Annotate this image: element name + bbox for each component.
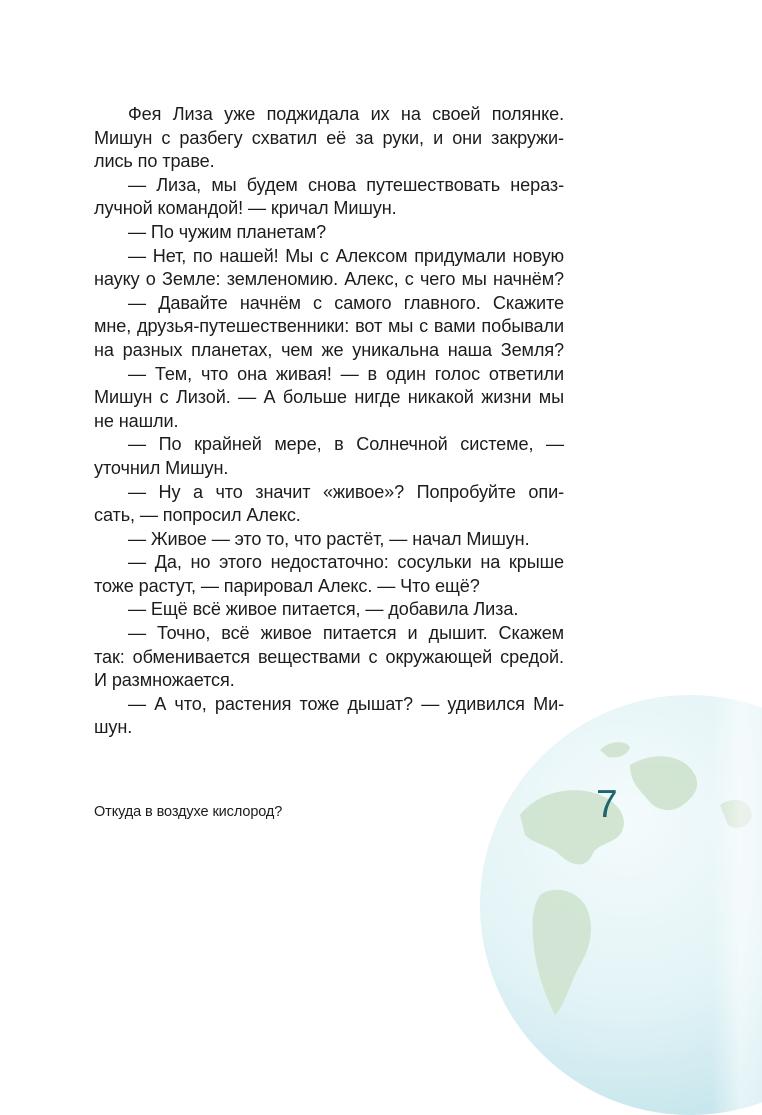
- text-line: — Давайте начнём с самого главного. Скажите: [128, 292, 564, 313]
- text-line: не нашли.: [94, 410, 179, 431]
- text-line: так: обменивается веществами с окружающей средой.: [94, 646, 564, 667]
- text-line: лись по траве.: [94, 151, 215, 172]
- text-line: И размножается.: [94, 670, 235, 691]
- text-line: — Лиза, мы будем снова путешествовать нераз-: [128, 174, 564, 195]
- text-line: Фея Лиза уже поджидала их на своей полянке.: [128, 104, 564, 124]
- text-line: тоже растут, — парировал Алекс. — Что ещё?: [94, 575, 480, 596]
- text-line: — Живое — это то, что растёт, — начал Мишун.: [128, 528, 530, 549]
- earth-globe-icon: [480, 695, 762, 1115]
- text-line: — По крайней мере, в Солнечной системе, —: [128, 434, 564, 455]
- text-line: — Да, но этого недостаточно: сосульки на крыше: [128, 552, 564, 573]
- text-line: Мишун с Лизой. — А больше нигде никакой жизни мы: [94, 387, 564, 408]
- text-line: — Нет, по нашей! Мы с Алексом придумали новую: [128, 245, 564, 266]
- text-line: лучной командой! — кричал Мишун.: [94, 198, 397, 219]
- text-line: уточнил Мишун.: [94, 457, 229, 478]
- text-line: — Тем, что она живая! — в один голос ответили: [128, 363, 564, 384]
- text-line: сать, — попросил Алекс.: [94, 505, 301, 526]
- text-line: — По чужим планетам?: [128, 221, 327, 242]
- page-number: 7: [596, 783, 618, 826]
- text-line: — Точно, всё живое питается и дышит. Скажем: [128, 623, 564, 644]
- text-line: — Ещё всё живое питается, — добавила Лиза.: [128, 599, 519, 620]
- text-line: на разных планетах, чем же уникальна наша Земля?: [94, 339, 564, 360]
- text-line: науку о Земле: земленомию. Алекс, с чего мы начнём?: [94, 269, 564, 290]
- story-text: [94, 103, 564, 740]
- text-line: шун.: [94, 717, 133, 738]
- text-line: Мишун с разбегу схватил её за руки, и они закружи-: [94, 127, 564, 148]
- text-line: — А что, растения тоже дышат? — удивился Ми-: [128, 693, 564, 714]
- text-line: — Ну а что значит «живое»? Попробуйте опи-: [128, 481, 564, 502]
- running-title: Откуда в воздухе кислород?: [94, 804, 283, 820]
- text-line: мне, друзья-путешественники: вот мы с вами побывали: [94, 316, 564, 337]
